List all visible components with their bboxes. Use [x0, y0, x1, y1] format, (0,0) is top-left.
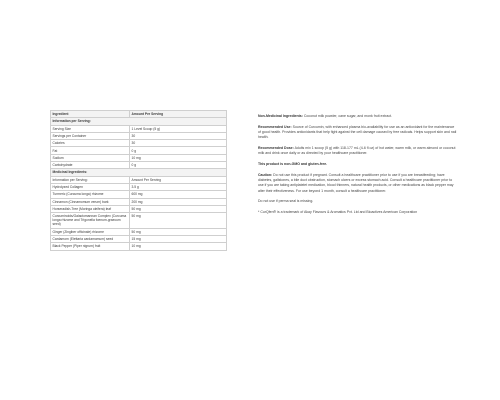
product-notes [258, 114, 458, 221]
ingredient-table-container [50, 110, 226, 251]
amount-cell: 600 mg [130, 191, 227, 198]
note-paragraph [258, 162, 458, 167]
table-row [51, 228, 227, 235]
ingredient-cell: Carbohydrate [51, 162, 130, 169]
amount-cell: 50 mg [130, 213, 227, 229]
ingredient-cell: Fat [51, 147, 130, 154]
ingredient-cell: Servings per Container [51, 132, 130, 139]
ingredient-cell: Horseradish-Tree (Moringa oleifera) leaf [51, 205, 130, 212]
amount-cell: 1 Level Scoop (5 g) [130, 125, 227, 132]
table-row [51, 191, 227, 198]
note-paragraph [258, 199, 458, 204]
table-row [51, 132, 227, 139]
table-row [51, 235, 227, 242]
amount-cell: 10 mg [130, 154, 227, 161]
note-label: This product is non-GMO and gluten-free. [258, 162, 328, 166]
table-row [51, 154, 227, 161]
table-row [51, 243, 227, 250]
table-row [51, 205, 227, 212]
amount-cell: Amount Per Serving [130, 176, 227, 183]
table-section-row [51, 118, 227, 125]
amount-cell: 15 mg [130, 235, 227, 242]
section-title: Information per Serving: [51, 118, 227, 125]
ingredient-cell: Curcuminoids/Galactomannan Complex (Curcuma longa rhizome and Trigonella foenum-graecum seed) [51, 213, 130, 229]
table-row [51, 125, 227, 132]
ingredient-cell: Sodium [51, 154, 130, 161]
table-row [51, 162, 227, 169]
amount-cell: 3.5 g [130, 183, 227, 190]
note-text: * CurQfen® is a trademark of Akay Flavours & Aromatics Pvt. Ltd and Bioactives American Corporation [258, 210, 418, 214]
note-paragraph [258, 114, 458, 119]
note-label: Recommended Dose: [258, 146, 294, 150]
ingredient-cell: Serving Size [51, 125, 130, 132]
note-text: Do not use this product if pregnant. Consult a healthcare practitioner prior to use if you are breastfeeding; have diabetes, gallstones, a bile duct obstruction, stomach ulcers or excess stomach acid. Consult a healthcare practitioner prior to use if you are taking antiplatelet medication, blood thinners, natural health products, or other medications as black pepper may alter their effectiveness. For use beyond 1 month, consult a healthcare practitioner. [258, 172, 454, 193]
note-label: Recommended Use: [258, 124, 292, 129]
ingredient-cell: Cinnamon (Cinnamomum verum) bark [51, 198, 130, 205]
ingredient-cell: Black Pepper (Piper nigrum) fruit [51, 243, 130, 250]
table-section-row [51, 169, 227, 176]
ingredient-cell: Information per Serving: [51, 176, 130, 183]
note-label: Caution: [258, 172, 273, 177]
note-paragraph [258, 125, 458, 141]
amount-cell: 30 [130, 140, 227, 147]
table-row [51, 140, 227, 147]
table-row [51, 213, 227, 229]
note-text: Coconut milk powder, cane sugar, and monk fruit extract. [302, 114, 393, 118]
ingredient-cell: Turmeric (Curcuma longa) rhizome [51, 191, 130, 198]
note-paragraph [258, 210, 458, 215]
amount-cell: 0 g [130, 162, 227, 169]
amount-cell: 0 g [130, 147, 227, 154]
ingredient-cell: Cardamom (Elettaria cardamomum) seed [51, 235, 130, 242]
amount-cell: 50 mg [130, 205, 227, 212]
column-header-amount: Amount Per Serving [130, 111, 227, 118]
note-label: Non-Medicinal Ingredients: [258, 114, 303, 118]
note-text: Source of Curcumin, with enhanced plasma bio-availability for use as an antioxidant for the maintenance of good health. Provides antioxidants that help fight against the cell damage caused by free radicals. Helps support skin and nail health. [258, 124, 457, 140]
column-header-ingredient: Ingredient [51, 111, 130, 118]
table-row [51, 198, 227, 205]
note-paragraph [258, 173, 458, 194]
ingredient-cell: Calories [51, 140, 130, 147]
note-paragraph [258, 146, 458, 157]
table-header-row [51, 111, 227, 118]
table-row [51, 147, 227, 154]
note-text: Do not use if perma seal is missing. [258, 199, 314, 204]
table-body [51, 118, 227, 250]
amount-cell: 30 [130, 132, 227, 139]
amount-cell: 10 mg [130, 243, 227, 250]
ingredient-table [50, 110, 227, 251]
table-row [51, 176, 227, 183]
table-row [51, 183, 227, 190]
section-title: Medicinal Ingredients: [51, 169, 227, 176]
note-text: Adults mix 1 scoop (5 g) with 118-177 mL (4-6 fl oz) of hot water, warm milk, or warm almond or coconut milk and drink once daily or as directed by your healthcare practitioner. [258, 146, 456, 156]
ingredient-cell: Ginger (Zingiber officinale) rhizome [51, 228, 130, 235]
amount-cell: 200 mg [130, 198, 227, 205]
amount-cell: 50 mg [130, 228, 227, 235]
ingredient-cell: Hydrolyzed Collagen [51, 183, 130, 190]
